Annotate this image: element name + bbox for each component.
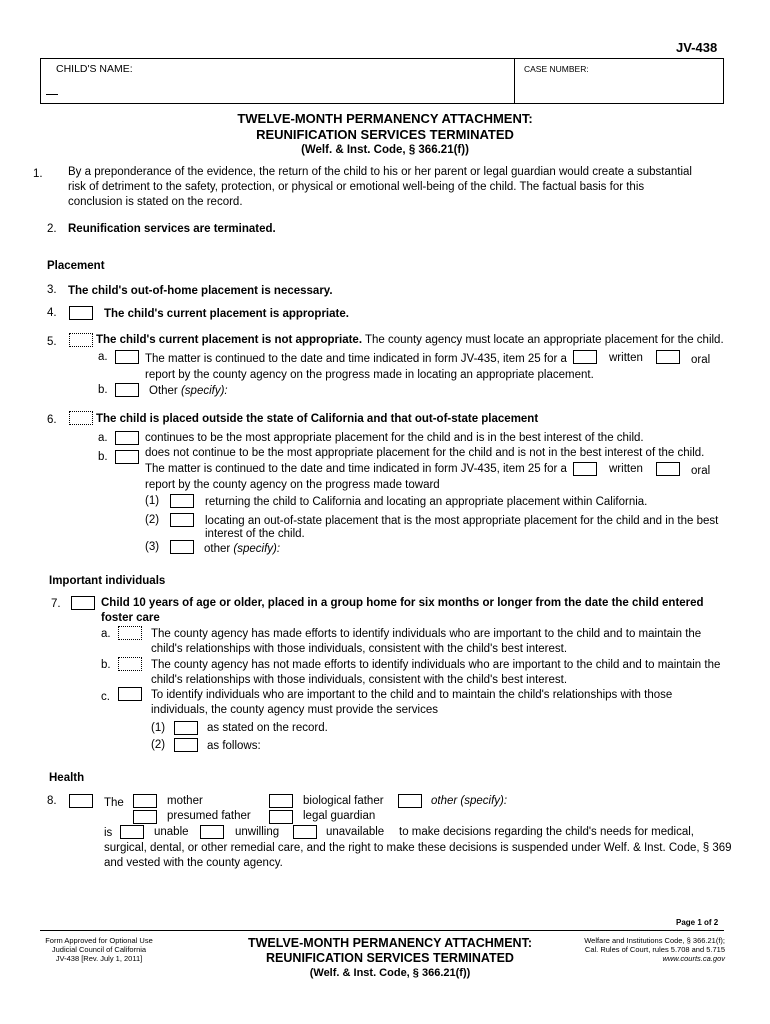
item7a-line1: The county agency has made efforts to identify individuals who are important to the child and to maintain the	[151, 628, 702, 640]
item1-line2: risk of detriment to the safety, protection, or physical or emotional well-being of the child. The factual basis for this	[68, 181, 645, 193]
item6b3-checkbox[interactable]	[170, 540, 194, 554]
item7-bold-line2: foster care	[101, 612, 160, 624]
legal-guardian-checkbox[interactable]	[269, 810, 293, 824]
item6b-label: b.	[98, 451, 108, 463]
item5b-specify: (specify):	[180, 385, 228, 397]
footer-website-link[interactable]: www.courts.ca.gov	[662, 954, 725, 963]
item7c2-checkbox[interactable]	[174, 738, 198, 752]
item6a-text: continues to be the most appropriate placement for the child and is in the best interest of the child.	[145, 432, 644, 444]
item5b-text	[149, 385, 228, 397]
item3-text: The child's out-of-home placement is necessary.	[68, 285, 333, 297]
bio-father-label: biological father	[303, 795, 384, 807]
item5a-checkbox[interactable]	[115, 350, 139, 364]
item5a-written-checkbox[interactable]	[573, 350, 597, 364]
item6b2-label: (2)	[145, 514, 160, 526]
item5a-label: a.	[98, 351, 108, 363]
item5a-text2: report by the county agency on the progress made in locating an appropriate placement.	[145, 369, 594, 381]
item6b2-line1: locating an out-of-state placement that is the most appropriate placement for the child and in the best	[205, 515, 719, 527]
item6b1-text: returning the child to California and locating an appropriate placement within California.	[205, 496, 648, 508]
item6b2-line2: interest of the child.	[205, 528, 305, 540]
presumed-father-checkbox[interactable]	[133, 810, 157, 824]
placement-heading: Placement	[47, 260, 105, 272]
case-number-field[interactable]	[520, 78, 718, 98]
item6b1-checkbox[interactable]	[170, 494, 194, 508]
item7c2-text: as follows:	[207, 740, 261, 752]
unwilling-label: unwilling	[235, 826, 280, 838]
item2-number: 2.	[47, 223, 57, 235]
item7b-label: b.	[101, 659, 111, 671]
unavailable-label: unavailable	[326, 826, 385, 838]
item7a-label: a.	[101, 628, 111, 640]
item6b-line2: The matter is continued to the date and time indicated in form JV-435, item 25 for a	[145, 463, 567, 475]
presumed-father-label: presumed father	[167, 810, 251, 822]
childs-name-field[interactable]	[48, 78, 508, 98]
item8-checkbox[interactable]	[69, 794, 93, 808]
other-checkbox[interactable]	[398, 794, 422, 808]
item7-number: 7.	[51, 598, 61, 610]
item7c2-label: (2)	[151, 739, 166, 751]
item6-number: 6.	[47, 414, 57, 426]
item7c1-checkbox[interactable]	[174, 721, 198, 735]
item7-bold-line1: Child 10 years of age or older, placed in a group home for six months or longer from the date the child entered	[101, 597, 704, 609]
item6b-written-checkbox[interactable]	[573, 462, 597, 476]
item1-number: 1.	[33, 168, 43, 180]
mother-checkbox[interactable]	[133, 794, 157, 808]
item7c1-text: as stated on the record.	[207, 722, 328, 734]
item5a-oral-label: oral	[691, 354, 711, 366]
health-heading: Health	[49, 772, 85, 784]
item6b-oral-label: oral	[691, 465, 711, 477]
legal-guardian-label: legal guardian	[303, 810, 376, 822]
footer-title1: TWELVE-MONTH PERMANENCY ATTACHMENT:	[247, 936, 532, 950]
item5-checkbox[interactable]	[69, 333, 93, 347]
footer-right2: Cal. Rules of Court, rules 5.708 and 5.715	[584, 945, 725, 954]
item6b3-other: other	[204, 543, 231, 555]
item6b3-label: (3)	[145, 541, 160, 553]
item7b-checkbox[interactable]	[118, 657, 142, 671]
important-heading: Important individuals	[49, 575, 166, 587]
title-line1: TWELVE-MONTH PERMANENCY ATTACHMENT:	[237, 111, 533, 126]
unavailable-checkbox[interactable]	[293, 825, 317, 839]
item6b-checkbox[interactable]	[115, 450, 139, 464]
item5a-oral-checkbox[interactable]	[656, 350, 680, 364]
item4-text: The child's current placement is appropriate.	[104, 308, 349, 320]
item5-text	[96, 334, 724, 346]
item6b2-checkbox[interactable]	[170, 513, 194, 527]
item5-bold: The child's current placement is not appropriate.	[96, 334, 363, 346]
footer-title2: REUNIFICATION SERVICES TERMINATED	[266, 951, 514, 965]
item5b-label: b.	[98, 384, 108, 396]
bio-father-checkbox[interactable]	[269, 794, 293, 808]
item7b-line2: child's relationships with those individuals, consistent with the child's best interest.	[151, 674, 568, 686]
childs-name-label: CHILD'S NAME:	[56, 63, 133, 75]
footer-left3: JV-438 [Rev. July 1, 2011]	[55, 954, 143, 963]
item1-line3: conclusion is stated on the record.	[68, 196, 243, 208]
item5a-written-label: written	[609, 352, 643, 364]
item7c-checkbox[interactable]	[118, 687, 142, 701]
unable-label: unable	[154, 826, 189, 838]
unable-checkbox[interactable]	[120, 825, 144, 839]
item6b1-label: (1)	[145, 495, 160, 507]
item6a-label: a.	[98, 432, 108, 444]
item7a-checkbox[interactable]	[118, 626, 142, 640]
form-id: JV-438	[676, 40, 718, 55]
item5b-other: Other	[149, 385, 178, 397]
item7c1-label: (1)	[151, 722, 166, 734]
item1-line1: By a preponderance of the evidence, the return of the child to his or her parent or legal guardian would create a substantial	[68, 166, 692, 178]
item7c-line1: To identify individuals who are important to the child and to maintain the child's relationships with those	[151, 689, 673, 701]
other-specify-label: other (specify):	[431, 795, 508, 807]
item7a-line2: child's relationships with those individuals, consistent with the child's best interest.	[151, 643, 568, 655]
page-number: Page 1 of 2	[676, 918, 719, 927]
item3-number: 3.	[47, 284, 57, 296]
item2-text: Reunification services are terminated.	[68, 223, 276, 235]
item6b-line1: does not continue to be the most appropriate placement for the child and is not in the best interest of the child.	[145, 447, 705, 459]
name-dash	[46, 94, 58, 95]
item6b3-text	[204, 543, 280, 555]
item6a-checkbox[interactable]	[115, 431, 139, 445]
item7-checkbox[interactable]	[71, 596, 95, 610]
item5-number: 5.	[47, 336, 57, 348]
item8-the: The	[104, 797, 124, 809]
item5a-text: The matter is continued to the date and time indicated in form JV-435, item 25 for a	[145, 353, 567, 365]
item6b-line3: report by the county agency on the progress made toward	[145, 479, 440, 491]
item6b-written-label: written	[609, 463, 643, 475]
item6b3-specify: (specify):	[233, 543, 281, 555]
title-line2: REUNIFICATION SERVICES TERMINATED	[256, 127, 514, 142]
item7c-line2: individuals, the county agency must provide the services	[151, 704, 439, 716]
title-line3: (Welf. & Inst. Code, § 366.21(f))	[301, 144, 469, 156]
case-number-label: CASE NUMBER:	[524, 64, 589, 74]
unwilling-checkbox[interactable]	[200, 825, 224, 839]
item6-text: The child is placed outside the state of California and that out-of-state placement	[96, 413, 539, 425]
item6-checkbox[interactable]	[69, 411, 93, 425]
mother-label: mother	[167, 795, 203, 807]
item8-line3: and vested with the county agency.	[104, 857, 283, 869]
item8-line2: surgical, dental, or other remedial care, and the right to make these decisions is suspended under Welf. & Inst. Code, § 369	[104, 842, 732, 854]
footer-left1: Form Approved for Optional Use	[45, 936, 153, 945]
item6b-oral-checkbox[interactable]	[656, 462, 680, 476]
item4-number: 4.	[47, 307, 57, 319]
item4-checkbox[interactable]	[69, 306, 93, 320]
footer-left2: Judicial Council of California	[51, 945, 147, 954]
footer-rule	[40, 930, 724, 931]
footer-right1: Welfare and Institutions Code, § 366.21(f);	[584, 936, 725, 945]
footer-title3: (Welf. & Inst. Code, § 366.21(f))	[309, 967, 471, 979]
item8-number: 8.	[47, 795, 57, 807]
item7b-line1: The county agency has not made efforts to identify individuals who are important to the child and to maintain the	[151, 659, 721, 671]
item5b-checkbox[interactable]	[115, 383, 139, 397]
item7c-label: c.	[101, 691, 110, 703]
item8-is: is	[104, 827, 113, 839]
header-divider	[514, 58, 515, 104]
item5-rest: The county agency must locate an appropriate placement for the child.	[365, 334, 724, 346]
item8-rest: to make decisions regarding the child's needs for medical,	[399, 826, 694, 838]
